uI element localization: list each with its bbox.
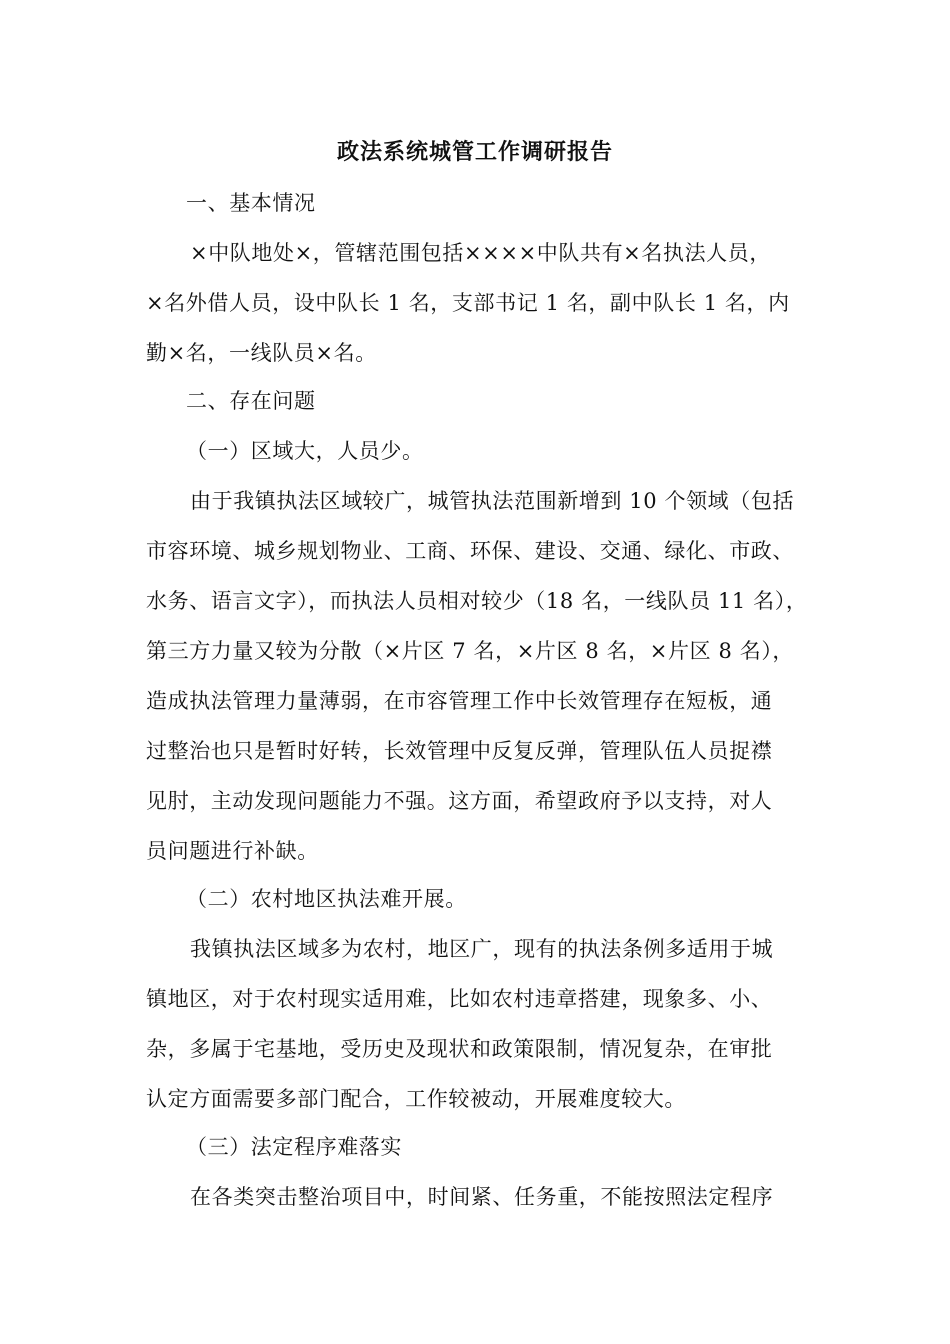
paragraph-line: 造成执法管理力量薄弱，在市容管理工作中长效管理存在短板，通 (146, 689, 773, 713)
paragraph-rural (146, 924, 826, 1124)
paragraph-line: 水务、语言文字），而执法人员相对较少（18 名，一线队员 11 名）， (146, 589, 808, 613)
heading-text: 一、基本情况 (186, 191, 316, 215)
paragraph-basic-situation (146, 228, 826, 378)
paragraph-area (146, 476, 826, 876)
paragraph-line: 认定方面需要多部门配合，工作较被动，开展难度较大。 (146, 1087, 686, 1111)
subheading-rural (146, 874, 866, 924)
paragraph-line: 见肘，主动发现问题能力不强。这方面，希望政府予以支持，对人 (146, 789, 773, 813)
paragraph-line: 第三方力量又较为分散（×片区 7 名，×片区 8 名，×片区 8 名）， (146, 639, 795, 663)
paragraph-line: ×名外借人员，设中队长 1 名，支部书记 1 名，副中队长 1 名，内 (146, 291, 790, 315)
paragraph-line: 员问题进行补缺。 (146, 839, 319, 863)
section-heading-problems (146, 376, 866, 426)
paragraph-line: 过整治也只是暂时好转，长效管理中反复反弹，管理队伍人员捉襟 (146, 739, 773, 763)
paragraph-line: 在各类突击整治项目中，时间紧、任务重，不能按照法定程序 (190, 1185, 774, 1209)
paragraph-procedure (146, 1172, 826, 1222)
paragraph-line: 我镇执法区域多为农村，地区广，现有的执法条例多适用于城 (190, 937, 774, 961)
section-heading-basic (146, 178, 866, 228)
paragraph-line: 市容环境、城乡规划物业、工商、环保、建设、交通、绿化、市政、 (146, 539, 794, 563)
paragraph-line: ×中队地处×，管辖范围包括××××中队共有×名执法人员， (190, 241, 771, 265)
paragraph-line: 镇地区，对于农村现实适用难，比如农村违章搭建，现象多、小、 (146, 987, 773, 1011)
subheading-text: （一）区域大，人员少。 (186, 439, 424, 463)
subheading-text: （三）法定程序难落实 (186, 1135, 402, 1159)
paragraph-line: 勤×名，一线队员×名。 (146, 341, 377, 365)
document-title: 政法系统城管工作调研报告 (336, 139, 613, 165)
subheading-area (146, 426, 866, 476)
subheading-procedure (146, 1122, 866, 1172)
paragraph-line: 杂，多属于宅基地，受历史及现状和政策限制，情况复杂，在审批 (146, 1037, 773, 1061)
subheading-text: （二）农村地区执法难开展。 (186, 887, 467, 911)
paragraph-line: 由于我镇执法区域较广，城管执法范围新增到 10 个领域（包括 (190, 489, 795, 513)
heading-text: 二、存在问题 (186, 389, 316, 413)
